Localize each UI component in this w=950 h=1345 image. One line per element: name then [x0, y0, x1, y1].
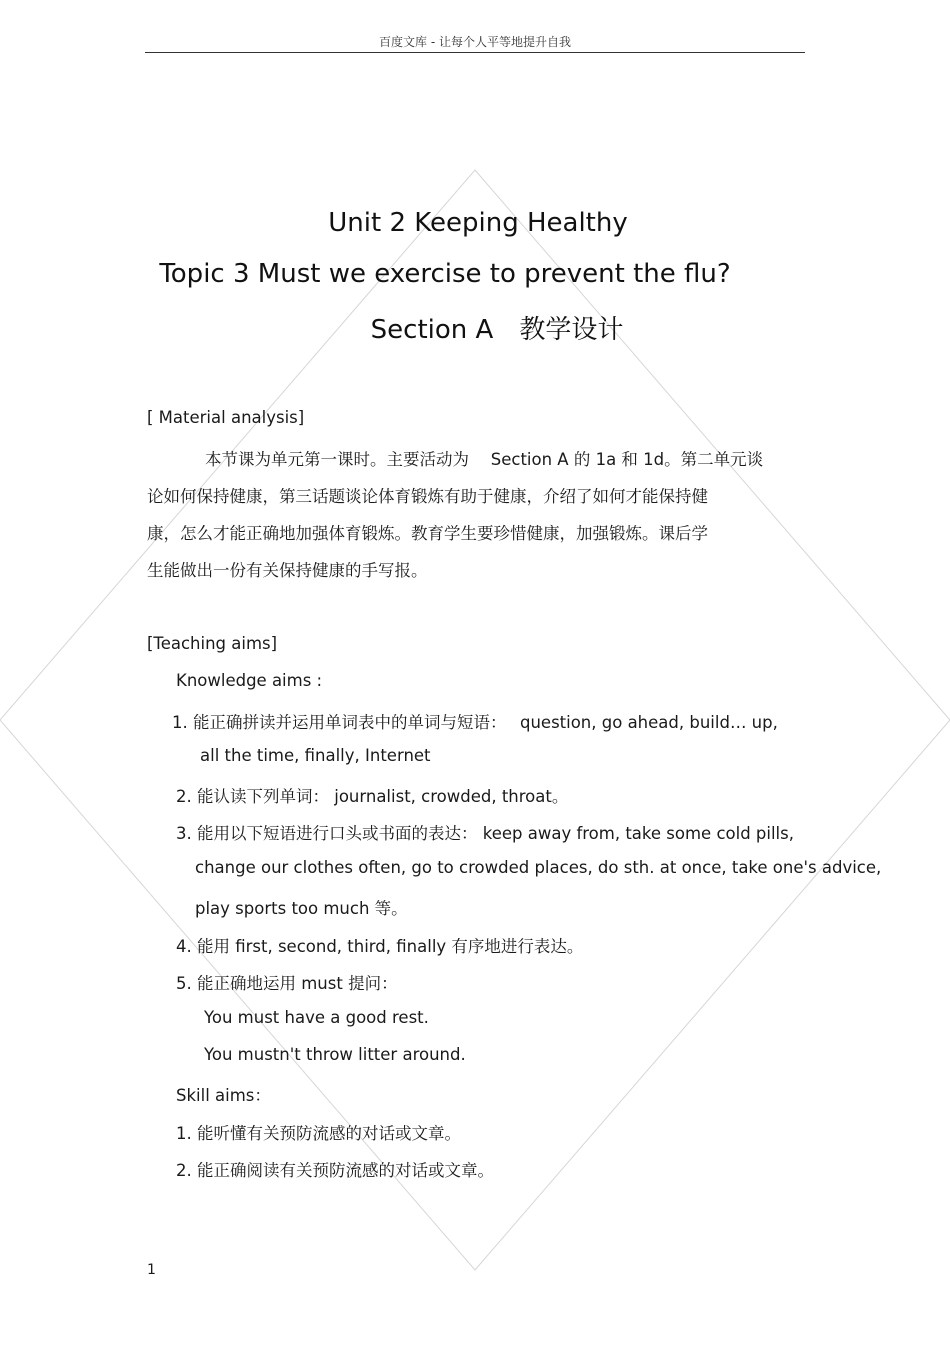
- title-unit: Unit 2 Keeping Healthy: [328, 208, 628, 238]
- knowledge-aim-item: 3. 能用以下短语进行口头或书面的表达： keep away from, take some cold pills,: [176, 824, 794, 843]
- example-sentence: You must have a good rest.: [204, 1008, 429, 1027]
- material-paragraph-line: 论如何保持健康，第三话题谈论体育锻炼有助于健康，介绍了如何才能保持健: [147, 487, 708, 506]
- knowledge-aim-item: change our clothes often, go to crowded places, do sth. at once, take one's advice,: [195, 858, 882, 877]
- page-number: 1: [147, 1262, 156, 1278]
- title-section: Section A 教学设计: [370, 315, 624, 345]
- material-analysis-heading: [ Material analysis]: [147, 408, 305, 427]
- material-paragraph-line: 康，怎么才能正确地加强体育锻炼。教育学生要珍惜健康，加强锻炼。课后学: [147, 524, 708, 543]
- teaching-aims-heading: [Teaching aims]: [147, 634, 278, 653]
- knowledge-aim-item: 5. 能正确地运用 must 提问：: [176, 974, 398, 993]
- knowledge-aim-item: play sports too much 等。: [195, 899, 408, 918]
- title-topic: Topic 3 Must we exercise to prevent the flu?: [159, 259, 731, 289]
- knowledge-aim-item: 2. 能认读下列单词： journalist, crowded, throat。: [176, 787, 569, 806]
- knowledge-aim-item: all the time, finally, Internet: [200, 746, 431, 765]
- skill-aim-item: 1. 能听懂有关预防流感的对话或文章。: [176, 1124, 461, 1143]
- knowledge-aim-item: 4. 能用 first, second, third, finally 有序地进行表达。: [176, 937, 584, 956]
- knowledge-aim-item: 1. 能正确拼读并运用单词表中的单词与短语： question, go ahead, build… up,: [172, 713, 778, 732]
- skill-aim-item: 2. 能正确阅读有关预防流感的对话或文章。: [176, 1161, 494, 1180]
- header-rule: [145, 52, 805, 53]
- knowledge-aims-heading: Knowledge aims :: [176, 671, 323, 690]
- page-header: 百度文库 - 让每个人平等地提升自我: [379, 35, 571, 49]
- material-paragraph-line: 本节课为单元第一课时。主要活动为 Section A 的 1a 和 1d。第二单元谈: [205, 450, 764, 469]
- example-sentence: You mustn't throw litter around.: [204, 1045, 466, 1064]
- skill-aims-heading: Skill aims：: [176, 1086, 271, 1105]
- material-paragraph-line: 生能做出一份有关保持健康的手写报。: [147, 561, 428, 580]
